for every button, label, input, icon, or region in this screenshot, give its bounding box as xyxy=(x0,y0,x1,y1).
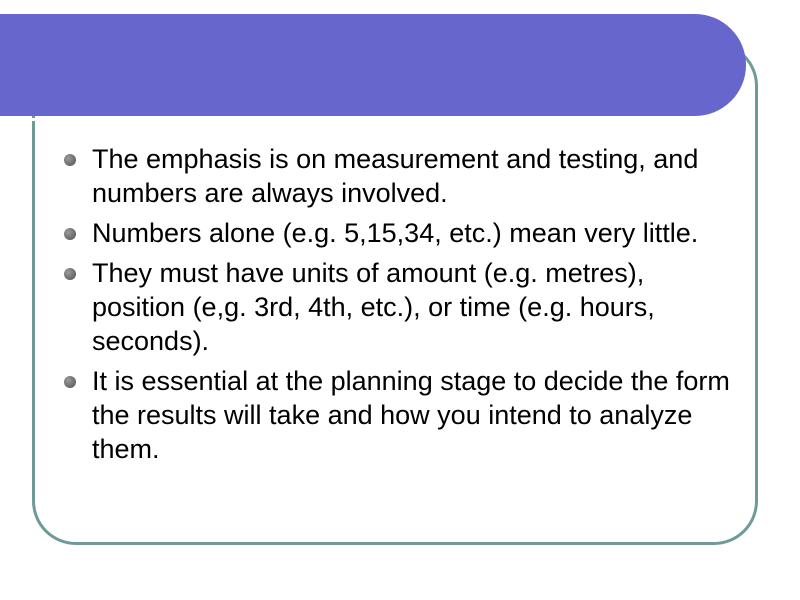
bullet-list xyxy=(64,142,744,472)
bullet-dot-icon xyxy=(64,228,76,240)
bullet-dot-icon xyxy=(64,376,76,388)
bullet-dot-icon xyxy=(64,154,76,166)
bullet-text: It is essential at the planning stage to decide the form the results will take and how you intend to analyze them. xyxy=(92,366,730,464)
bullet-text: Numbers alone (e.g. 5,15,34, etc.) mean very little. xyxy=(92,218,699,248)
bullet-item xyxy=(64,142,744,210)
bullet-item xyxy=(64,364,744,466)
bullet-item xyxy=(64,256,744,358)
bullet-dot-icon xyxy=(64,268,76,280)
bullet-text: The emphasis is on measurement and testing, and numbers are always involved. xyxy=(92,144,699,208)
title-divider xyxy=(0,118,708,121)
title-band xyxy=(0,14,746,116)
bullet-text: They must have units of amount (e.g. metres), position (e,g. 3rd, 4th, etc.), or time (e.g. hours, seconds). xyxy=(92,258,655,356)
bullet-item xyxy=(64,216,744,250)
